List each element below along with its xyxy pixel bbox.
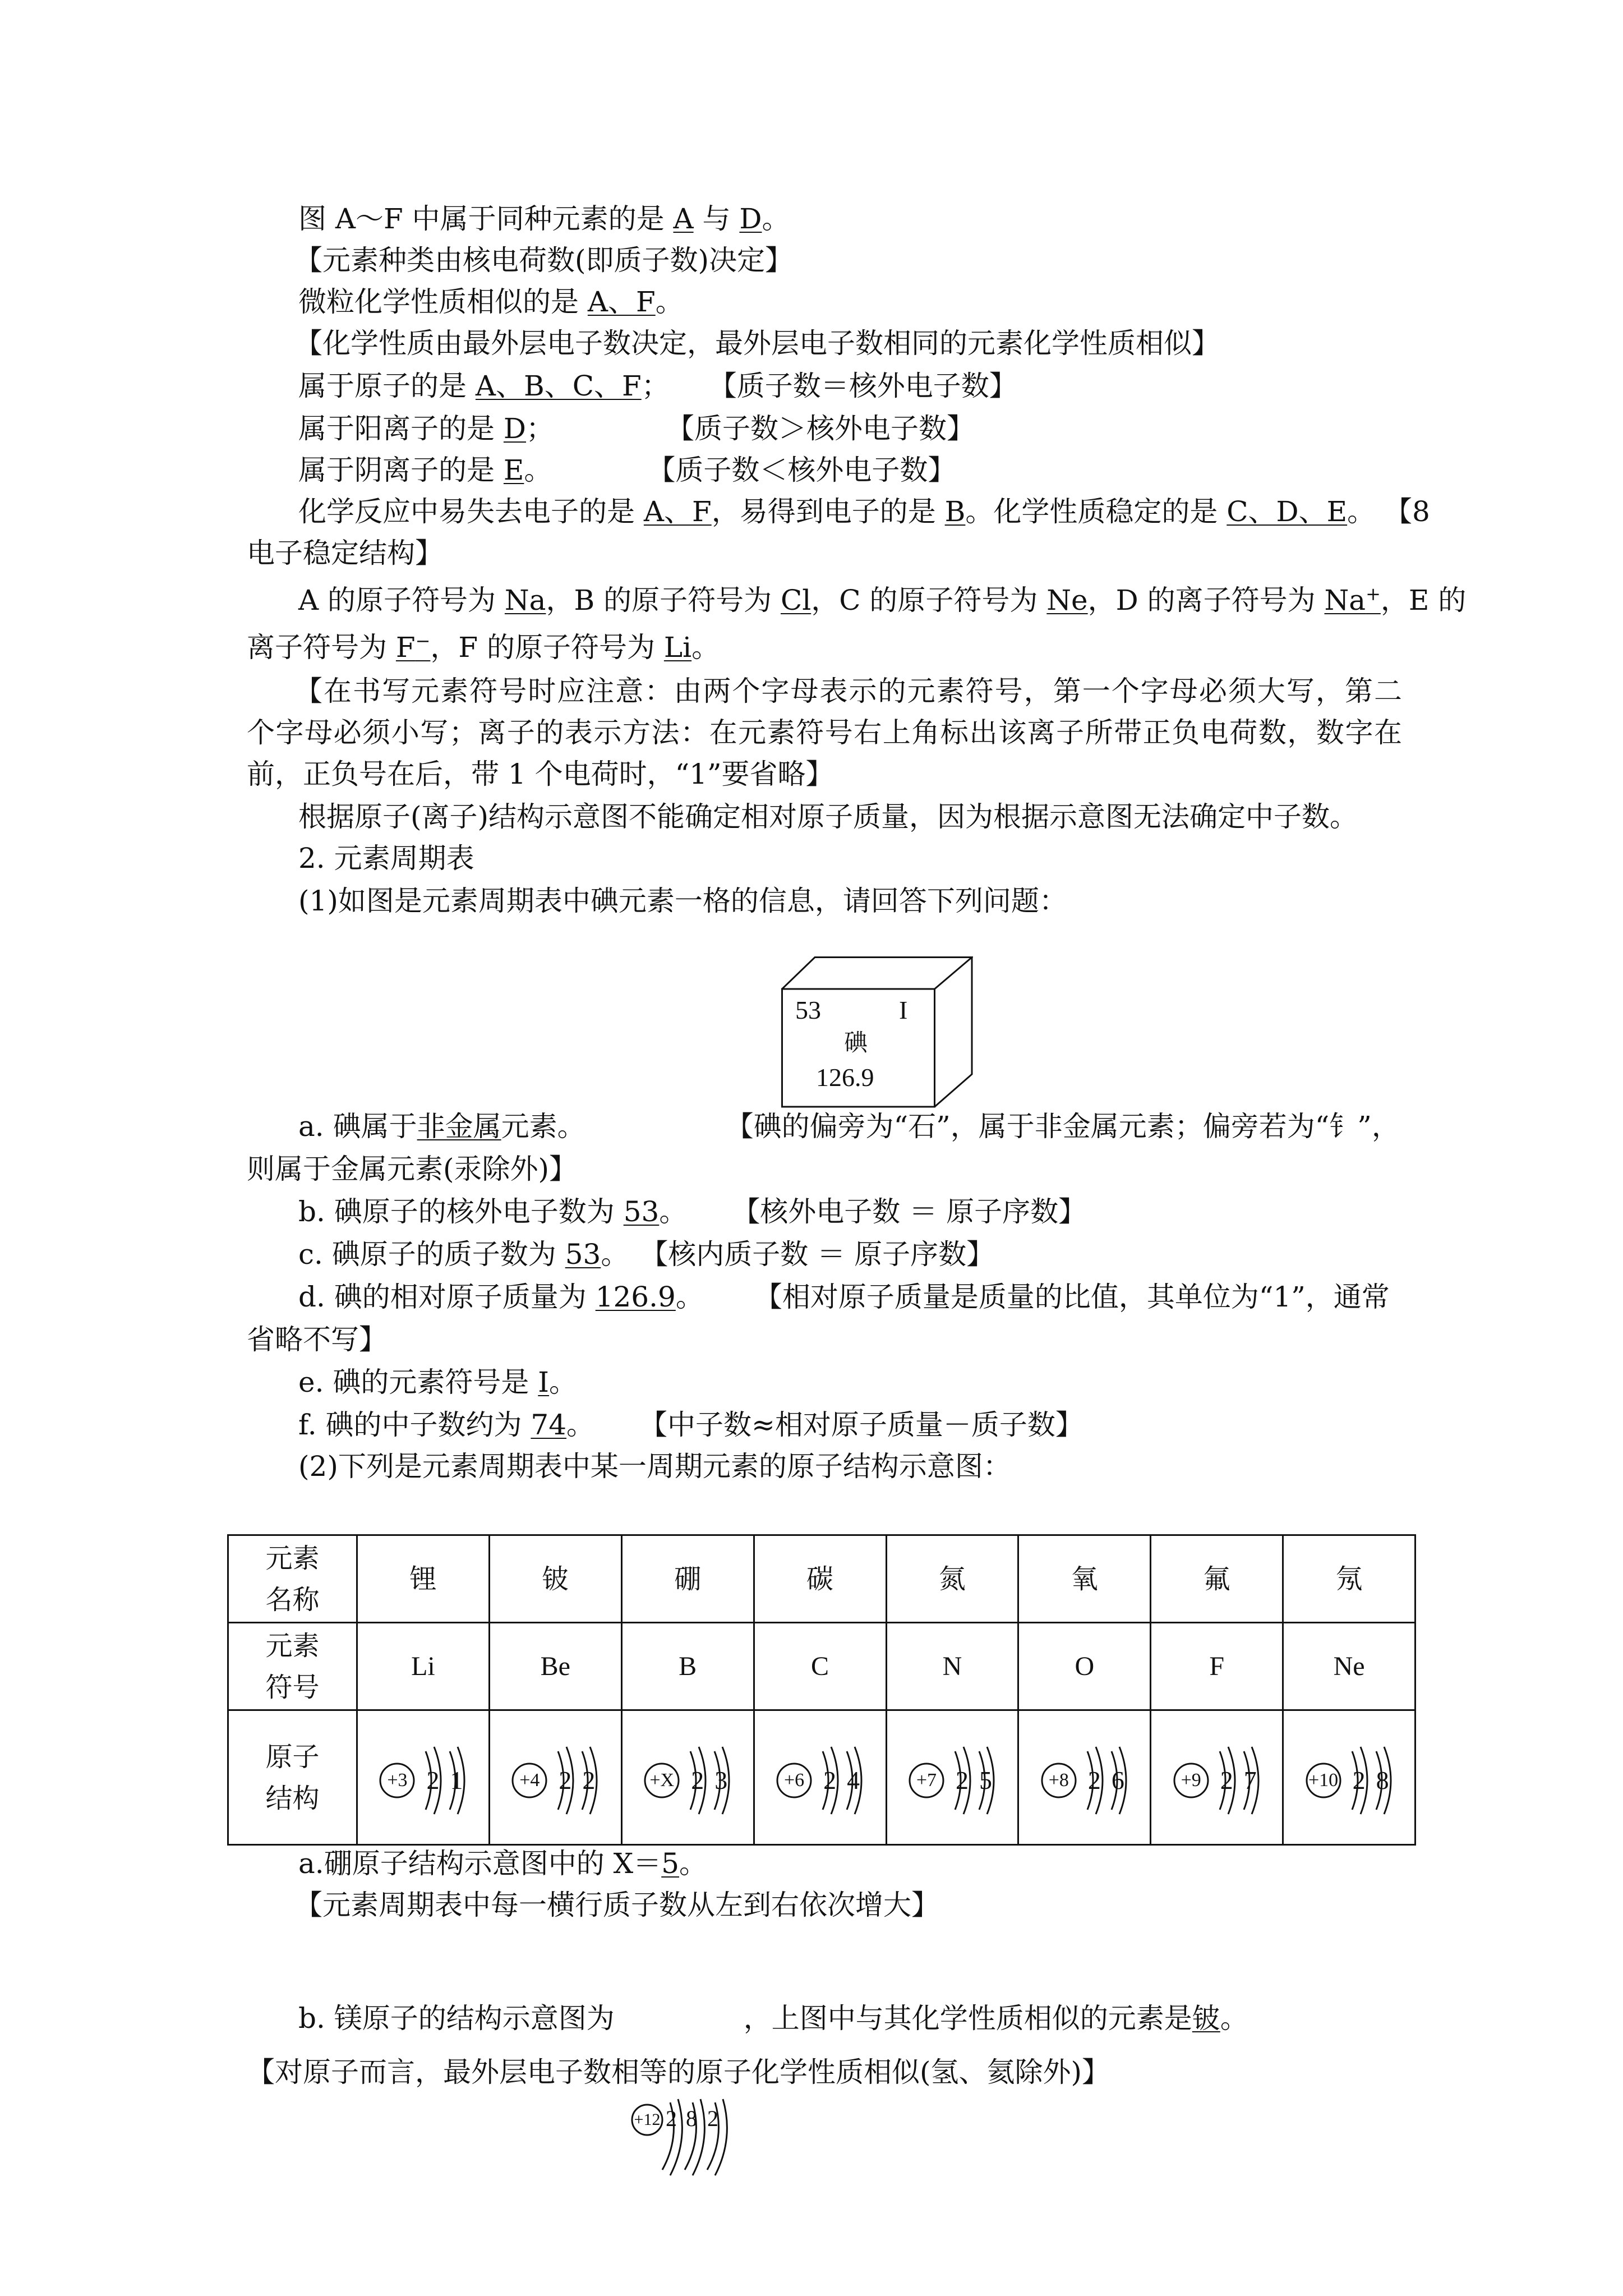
row-atomic-structure bbox=[228, 1710, 1415, 1845]
answer: C、D、E bbox=[1227, 495, 1348, 528]
atom-diagram-cell bbox=[1018, 1710, 1151, 1845]
cube-outline bbox=[781, 956, 973, 1108]
iodine-element-tile bbox=[781, 956, 973, 1108]
atom-diagram-cell bbox=[1283, 1710, 1415, 1845]
note-stable-structure: 电子稳定结构】 bbox=[247, 537, 443, 569]
note-element-kind: 【元素种类由核电荷数(即质子数)决定】 bbox=[294, 244, 794, 277]
nucleus-charge: +9 bbox=[1181, 1769, 1201, 1791]
atom-diagram bbox=[1166, 1736, 1267, 1820]
atom-diagram bbox=[902, 1736, 1003, 1820]
line-symbols: A 的原子符号为 Na，B 的原子符号为 Cl，C 的原子符号为 Ne，D 的离子符号为 Na+，E 的 bbox=[298, 583, 1467, 616]
atom-diagram bbox=[637, 1736, 738, 1820]
answer: E bbox=[503, 454, 524, 486]
row-element-names bbox=[228, 1535, 1415, 1623]
shell-electrons: 4 bbox=[847, 1765, 860, 1795]
line-similar-properties: 微粒化学性质相似的是 A、F。 bbox=[298, 286, 684, 318]
note-chemical-properties: 【化学性质由最外层电子数决定，最外层电子数相同的元素化学性质相似】 bbox=[294, 327, 1220, 360]
atom-diagram bbox=[769, 1736, 870, 1820]
shell-electrons: 2 bbox=[691, 1765, 704, 1795]
answer: I bbox=[538, 1366, 550, 1398]
question-c: c. 碘原子的质子数为 53。 【核内质子数 ＝ 原子序数】 bbox=[298, 1238, 995, 1271]
line-anions: 属于阴离子的是 E。 【质子数＜核外电子数】 bbox=[298, 454, 956, 486]
element-symbol-cell: Li bbox=[357, 1623, 490, 1710]
section-heading-periodic-table: 2. 元素周期表 bbox=[298, 842, 474, 875]
shell-electrons: 2 bbox=[426, 1765, 440, 1795]
atom-diagram-cell bbox=[621, 1710, 754, 1845]
line-relative-mass: 根据原子(离子)结构示意图不能确定相对原子质量，因为根据示意图无法确定中子数。 bbox=[298, 800, 1358, 833]
atomic-number: 53 bbox=[795, 996, 821, 1024]
element-symbol: I bbox=[899, 996, 908, 1024]
nucleus-charge: +12 bbox=[634, 2110, 661, 2129]
shell-electrons: 7 bbox=[1243, 1765, 1257, 1795]
answer: 53 bbox=[565, 1238, 601, 1271]
note-writing-symbols-3: 前，正负号在后，带 1 个电荷时，“1”要省略】 bbox=[247, 758, 834, 790]
row-element-symbols bbox=[228, 1623, 1415, 1710]
element-name-cell: 氟 bbox=[1151, 1535, 1283, 1623]
answer: Ne bbox=[1046, 584, 1088, 616]
question-period-intro: (2)下列是元素周期表中某一周期元素的原子结构示意图： bbox=[298, 1450, 1011, 1483]
nucleus-charge: +7 bbox=[916, 1769, 937, 1791]
answer: D bbox=[503, 412, 526, 445]
shell-electrons: 6 bbox=[1111, 1765, 1124, 1795]
shell-electrons: 2 bbox=[1087, 1765, 1101, 1795]
element-name-cell: 碳 bbox=[754, 1535, 886, 1623]
answer: A、B、C、F bbox=[475, 370, 642, 402]
element-name-cell: 氮 bbox=[886, 1535, 1018, 1623]
shell-electrons: 2 bbox=[1220, 1765, 1233, 1795]
nucleus-charge: +3 bbox=[387, 1769, 408, 1791]
shell-electrons: 2 bbox=[955, 1765, 969, 1795]
line-cations: 属于阳离子的是 D； 【质子数＞核外电子数】 bbox=[298, 412, 975, 445]
answer: Na+ bbox=[1324, 583, 1381, 616]
shell-electrons: 2 bbox=[559, 1765, 572, 1795]
note-writing-symbols-2: 个字母必须小写；离子的表示方法：在元素符号右上角标出该离子所带正负电荷数，数字在 bbox=[247, 716, 1402, 749]
shell-electrons: 5 bbox=[979, 1765, 992, 1795]
magnesium-atom-diagram bbox=[631, 2098, 737, 2182]
question-a: a. 碘属于非金属元素。 【碘的偏旁为“石”，属于非金属元素；偏旁若为“钅”， bbox=[298, 1110, 1400, 1143]
atom-diagram-cell bbox=[1151, 1710, 1283, 1845]
answer: 5 bbox=[661, 1847, 680, 1880]
atom-diagram bbox=[372, 1736, 473, 1820]
line-atoms: 属于原子的是 A、B、C、F； 【质子数＝核外电子数】 bbox=[298, 370, 1017, 402]
atom-diagram-cell bbox=[357, 1710, 490, 1845]
shell-electrons: 1 bbox=[450, 1765, 463, 1795]
atom-diagram-cell bbox=[754, 1710, 886, 1845]
answer: Cl bbox=[781, 584, 811, 616]
answer: 74 bbox=[531, 1409, 567, 1441]
shell-electrons: 8 bbox=[686, 2106, 697, 2131]
answer: 铍 bbox=[1192, 2002, 1220, 2035]
element-symbol-cell: B bbox=[621, 1623, 754, 1710]
shell-electrons: 2 bbox=[1352, 1765, 1366, 1795]
answer: 非金属 bbox=[417, 1110, 501, 1143]
period-element-table bbox=[227, 1534, 1416, 1846]
atom-diagram bbox=[1299, 1736, 1400, 1820]
element-symbol-cell: Be bbox=[489, 1623, 621, 1710]
nucleus-charge: +10 bbox=[1308, 1769, 1339, 1791]
element-symbol-cell: C bbox=[754, 1623, 886, 1710]
atom-diagram-cell bbox=[886, 1710, 1018, 1845]
answer: A bbox=[673, 203, 694, 235]
element-symbol-cell: F bbox=[1151, 1623, 1283, 1710]
nucleus-charge: +6 bbox=[783, 1769, 805, 1791]
answer: A、F bbox=[643, 495, 712, 528]
line-same-element: 图 A～F 中属于同种元素的是 A 与 D。 bbox=[298, 203, 790, 235]
nucleus-charge: +4 bbox=[519, 1769, 540, 1791]
answer: 126.9 bbox=[595, 1281, 676, 1313]
shell-electrons: 3 bbox=[714, 1765, 728, 1795]
line-electron-transfer: 化学反应中易失去电子的是 A、F，易得到电子的是 B。化学性质稳定的是 C、D、E。 【8 bbox=[298, 495, 1430, 528]
element-name-cell: 氖 bbox=[1283, 1535, 1415, 1623]
atom-diagram bbox=[1034, 1736, 1135, 1820]
answer: D bbox=[739, 203, 762, 235]
answer: A、F bbox=[587, 286, 656, 318]
element-name: 碘 bbox=[844, 1029, 868, 1056]
question-f: f. 碘的中子数约为 74。 【中子数≈相对原子质量－质子数】 bbox=[298, 1409, 1083, 1441]
shell-electrons: 8 bbox=[1376, 1765, 1389, 1795]
answer: B bbox=[944, 495, 966, 528]
row-header-name: 元素 名称 bbox=[228, 1535, 357, 1623]
question-b: b. 碘原子的核外电子数为 53。 【核外电子数 ＝ 原子序数】 bbox=[298, 1195, 1087, 1228]
question-a-cont: 则属于金属元素(汞除外)】 bbox=[247, 1153, 578, 1185]
question-d-cont: 省略不写】 bbox=[247, 1323, 387, 1356]
note-outer-electrons: 【对原子而言，最外层电子数相等的原子化学性质相似(氢、氦除外)】 bbox=[247, 2056, 1110, 2088]
question-boron-x: a.硼原子结构示意图中的 X＝5。 bbox=[298, 1847, 708, 1880]
note-period-trend: 【元素周期表中每一横行质子数从左到右依次增大】 bbox=[294, 1889, 939, 1921]
element-symbol-cell: N bbox=[886, 1623, 1018, 1710]
answer: Li bbox=[663, 631, 692, 664]
atom-diagram bbox=[505, 1736, 606, 1820]
atomic-mass: 126.9 bbox=[816, 1063, 874, 1092]
element-name-cell: 硼 bbox=[621, 1535, 754, 1623]
question-iodine-intro: (1)如图是元素周期表中碘元素一格的信息，请回答下列问题： bbox=[298, 885, 1067, 917]
answer: Na bbox=[504, 584, 546, 616]
row-header-symbol: 元素 符号 bbox=[228, 1623, 357, 1710]
row-header-structure: 原子 结构 bbox=[228, 1710, 357, 1845]
question-e: e. 碘的元素符号是 I。 bbox=[298, 1366, 578, 1398]
shell-electrons: 2 bbox=[582, 1765, 596, 1795]
element-name-cell: 铍 bbox=[489, 1535, 621, 1623]
note-writing-symbols: 【在书写元素符号时应注意：由两个字母表示的元素符号，第一个字母必须大写，第二 bbox=[294, 675, 1402, 707]
shell-electrons: 2 bbox=[707, 2106, 718, 2131]
answer: F− bbox=[395, 630, 431, 664]
atom-diagram-cell bbox=[489, 1710, 621, 1845]
element-symbol-cell: Ne bbox=[1283, 1623, 1415, 1710]
question-d: d. 碘的相对原子质量为 126.9。 【相对原子质量是质量的比值，其单位为“1”，通常 bbox=[298, 1281, 1390, 1313]
element-name-cell: 锂 bbox=[357, 1535, 490, 1623]
answer: 53 bbox=[623, 1195, 660, 1228]
line-symbols-cont: 离子符号为 F−，F 的原子符号为 Li。 bbox=[247, 630, 720, 664]
shell-electrons: 2 bbox=[823, 1765, 837, 1795]
element-symbol-cell: O bbox=[1018, 1623, 1151, 1710]
nucleus-charge: +X bbox=[649, 1769, 675, 1791]
nucleus-charge: +8 bbox=[1048, 1769, 1069, 1791]
element-name-cell: 氧 bbox=[1018, 1535, 1151, 1623]
question-magnesium: b. 镁原子的结构示意图为 ，上图中与其化学性质相似的元素是铍。 bbox=[298, 2002, 1248, 2035]
shell-electrons: 2 bbox=[666, 2106, 677, 2131]
